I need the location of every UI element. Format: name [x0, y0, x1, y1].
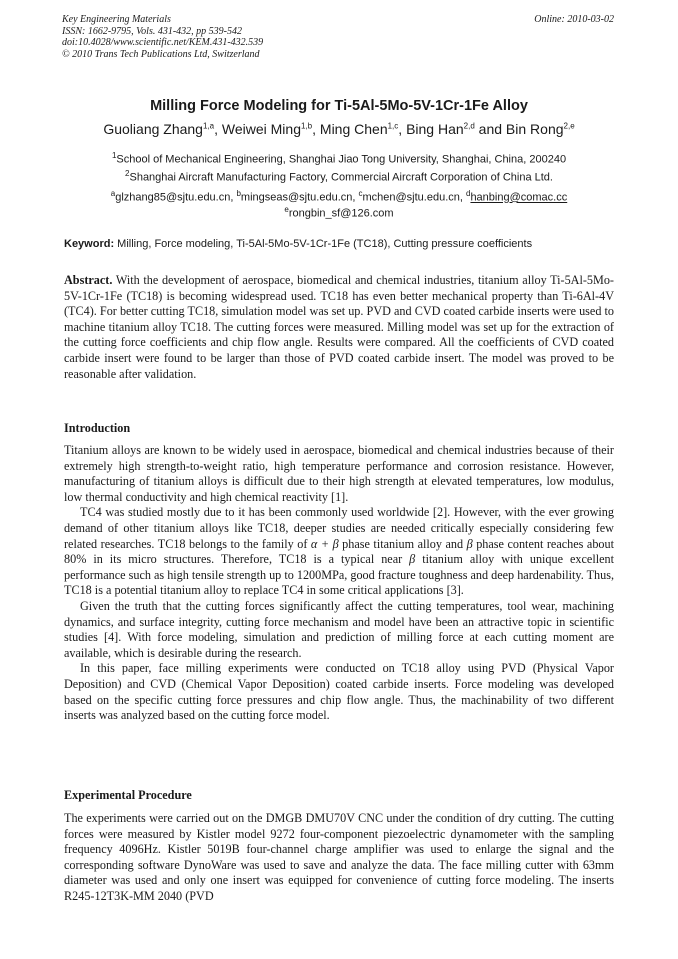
- text-run: phase content reaches about 80% in its micro structures. Therefore, TC18 is a typical near: [64, 536, 614, 567]
- paragraph: In this paper, face milling experiments were conducted on TC18 alloy using PVD (Physical Vapor Deposition) and CVD (Chemical Vapor Deposition) coated carbide inserts. Force modeling was developed based on the specific cutting force pressures and chip flow angle. Thus, the machinability of two different inserts was analyzed based on the cutting force model.: [64, 661, 614, 723]
- author-sup: 2,e: [563, 121, 575, 131]
- email-c[interactable]: mchen@sjtu.edu.cn,: [362, 191, 466, 204]
- author-name: Ming Chen: [319, 121, 388, 137]
- author-separator: ,: [312, 121, 320, 137]
- email-line-1: [0, 187, 678, 205]
- email-sup: e: [284, 205, 289, 214]
- abstract: [64, 273, 614, 382]
- beta-symbol: β: [409, 552, 416, 567]
- email-sup: a: [110, 189, 116, 198]
- issn-line: ISSN: 1662-9795, Vols. 431-432, pp 539-542: [62, 25, 242, 37]
- author-separator: ,: [398, 121, 407, 137]
- author-sup: 1,c: [387, 121, 399, 131]
- affiliation-sup: 1: [111, 151, 117, 160]
- affiliation-2: [0, 167, 678, 185]
- paragraph: The experiments were carried out on the DMGB DMU70V CNC under the condition of dry cutting. The cutting forces were measured by Kistler model 9272 four-component piezoelectric dynamometer with the sampling frequency 4096Hz. Kistler 5019B four-channel charge amplifier was used to enlarge the signal and the corresponding software DynoWare was used to save and analyze the data. The face milling cutter with 63mm diameter was used and only one insert was equipped for convenience of cutting force modeling. The inserts R245-12T3K-MM 2040 (PVD: [64, 811, 614, 903]
- affiliation-1: [0, 149, 678, 167]
- author-separator: ,: [214, 121, 222, 137]
- email-line-2: [0, 203, 678, 221]
- author-list: [0, 121, 678, 137]
- text-run: TC4 was studied mostly due to it has been commonly used worldwide [2]. However, with the ever growing demand of other titanium alloys like TC18, deeper studies are needed critically especially considering few related researches. TC18 belongs to the family of: [64, 505, 614, 551]
- author-name: Guoliang Zhang: [103, 121, 203, 137]
- alpha-beta-symbol: α + β: [310, 536, 339, 551]
- online-date: Online: 2010-03-02: [534, 14, 614, 25]
- keyword-text: Milling, Force modeling, Ti-5Al-5Mo-5V-1Cr-1Fe (TC18), Cutting pressure coefficients: [114, 238, 533, 250]
- introduction-body: [64, 443, 614, 724]
- section-heading-experimental: Experimental Procedure: [64, 788, 192, 802]
- text-run: titanium alloy with unique excellent performance such as high tensile strength up to 1200MPa, good fracture toughness and deep hardenability. Thus, TC18 is a potential titanium alloy to replace TC4 in some critical applications [3].: [64, 552, 614, 598]
- email-sup: b: [236, 189, 241, 198]
- email-a[interactable]: glzhang85@sjtu.edu.cn,: [115, 191, 237, 204]
- author-name: Weiwei Ming: [221, 121, 301, 137]
- email-sup: c: [358, 189, 363, 198]
- beta-symbol: β: [466, 536, 473, 551]
- journal-header: [62, 14, 614, 60]
- copyright-line: © 2010 Trans Tech Publications Ltd, Switzerland: [62, 48, 260, 60]
- affiliation-text: Shanghai Aircraft Manufacturing Factory, Commercial Aircraft Corporation of China Ltd.: [129, 171, 553, 184]
- email-e[interactable]: rongbin_sf@126.com: [288, 207, 394, 220]
- keyword-label: Keyword:: [64, 238, 115, 250]
- affiliation-text: School of Mechanical Engineering, Shanghai Jiao Tong University, Shanghai, China, 200240: [116, 153, 567, 166]
- author-sup: 1,b: [301, 121, 313, 131]
- experimental-body: [64, 811, 614, 905]
- email-d-link[interactable]: hanbing@comac.cc: [470, 191, 568, 204]
- author-name: Bing Han: [406, 121, 464, 137]
- paper-title: Milling Force Modeling for Ti-5Al-5Mo-5V-1Cr-1Fe Alloy: [150, 98, 528, 114]
- author-and: and: [474, 121, 506, 137]
- keywords: [64, 238, 614, 250]
- paragraph: Titanium alloys are known to be widely used in aerospace, biomedical and chemical industries because of their extremely high strength-to-weight ratio, high temperature performance and corrosion resistance. However, manufacturing of titanium alloys is difficult due to their high strength at elevated temperatures, low modulus, low thermal conductivity and high chemical reactivity [1].: [64, 443, 614, 504]
- email-b[interactable]: mingseas@sjtu.edu.cn,: [240, 191, 359, 204]
- author-sup: 2,d: [463, 121, 475, 131]
- author-name: Bin Rong: [505, 121, 564, 137]
- journal-name: Key Engineering Materials: [62, 14, 171, 25]
- email-sup: d: [465, 189, 471, 198]
- abstract-text: With the development of aerospace, biomedical and chemical industries, titanium alloy Ti-5Al-5Mo-5V-1Cr-1Fe (TC18) is becoming widespread used. TC18 has even better mechanical property than Ti-6Al-4V (TC4). For better cutting TC18, simulation model was set up. PVD and CVD coated carbide inserts were used to machine titanium alloy TC18. The cutting forces were measured. Milling model was set up for the extraction of the cutting force coefficients and chip flow angle. Results were compared. All the coefficients of CVD coated carbide insert were found to be larger than those of PVD coated carbide insert. The model was proved to be reasonable after validation.: [64, 273, 614, 381]
- text-run: phase titanium alloy and: [338, 536, 467, 551]
- abstract-label: Abstract.: [64, 273, 113, 287]
- author-sup: 1,a: [202, 121, 215, 131]
- affiliation-sup: 2: [125, 169, 130, 178]
- paragraph: Given the truth that the cutting forces significantly affect the cutting temperatures, tool wear, machining dynamics, and surface integrity, cutting force mechanism and model have been an attractive topic in scientific studies [4]. With force modeling, simulation and prediction of milling force at each cutting moment are available, which is desirable during the research.: [64, 598, 614, 660]
- section-heading-introduction: Introduction: [64, 421, 131, 435]
- paragraph: [64, 505, 614, 599]
- doi-line: doi:10.4028/www.scientific.net/KEM.431-432.539: [62, 37, 264, 48]
